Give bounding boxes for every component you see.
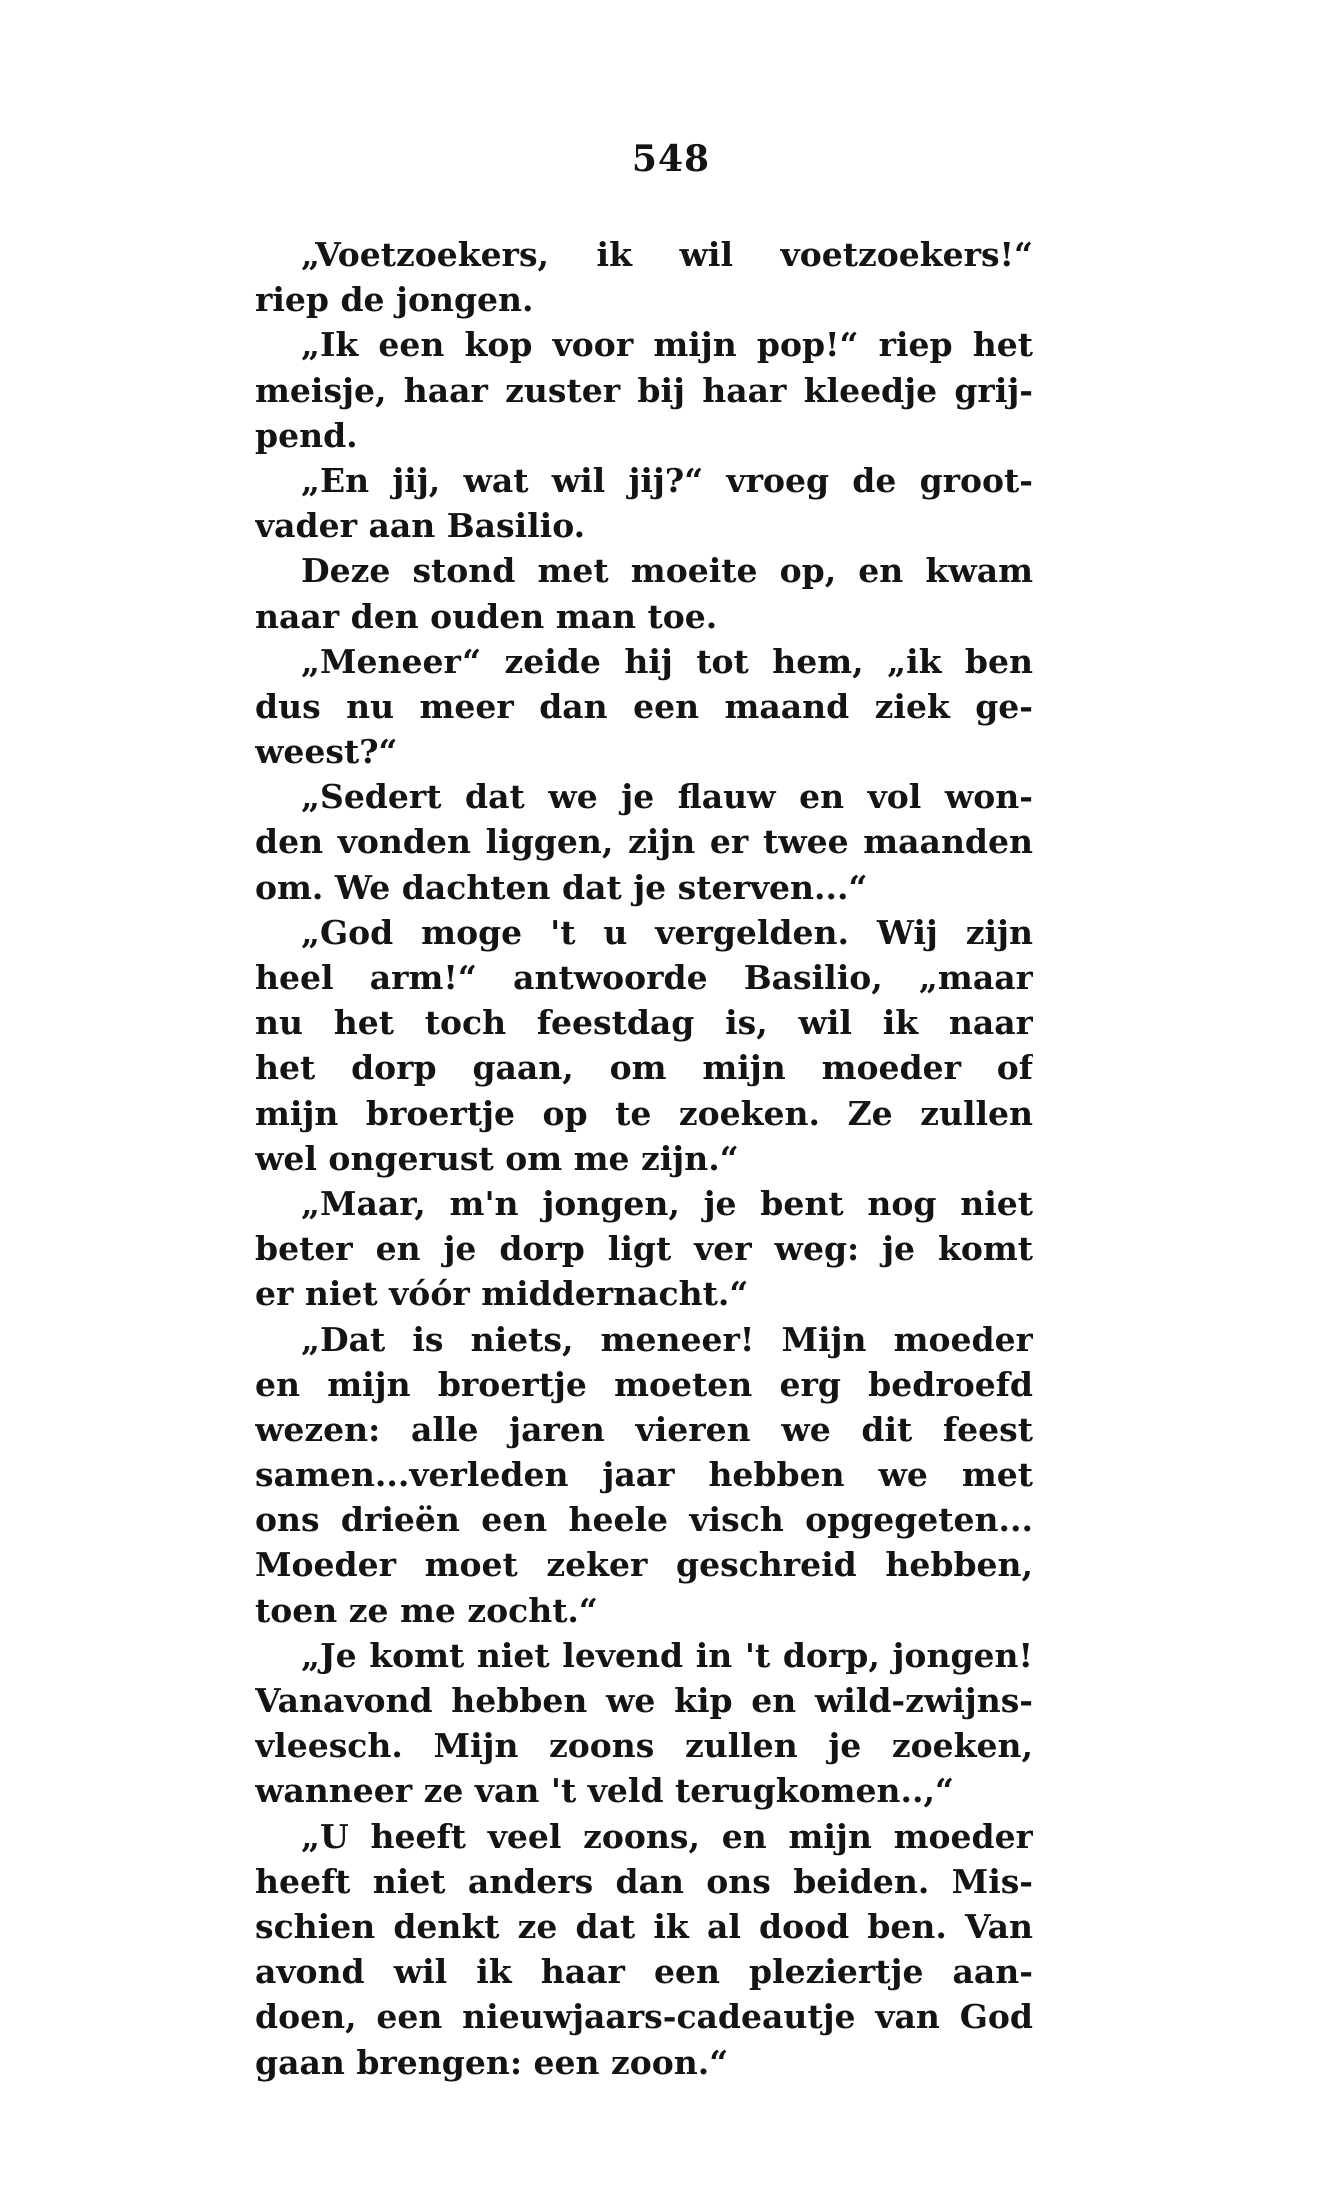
- text-line: gaan brengen: een zoon.“: [255, 2042, 729, 2082]
- text-line: „Je komt niet levend in 't dorp, jongen!: [301, 1635, 1033, 1675]
- text-line: wanneer ze van 't veld terugkomen..,“: [255, 1771, 954, 1811]
- text-line: mijn broertje op te zoeken. Ze zullen: [255, 1093, 1033, 1133]
- text-line: „U heeft veel zoons, en mijn moeder: [301, 1816, 1033, 1856]
- text-line: naar den ouden man toe.: [255, 596, 718, 636]
- text-line: Moeder moet zeker geschreid hebben,: [255, 1545, 1033, 1585]
- text-line: er niet vóór middernacht.“: [255, 1274, 749, 1314]
- text-line: heeft niet anders dan ons beiden. Mis-: [255, 1861, 1033, 1901]
- text-line: heel arm!“ antwoorde Basilio, „maar: [255, 958, 1033, 997]
- text-line: dus nu meer dan een maand ziek ge-: [255, 686, 1033, 726]
- text-line: en mijn broertje moeten erg bedroefd: [255, 1364, 1033, 1404]
- text-line: doen, een nieuwjaars-cadeautje van God: [255, 1997, 1033, 2037]
- page-number: 548: [631, 138, 711, 180]
- text-line: ons drieën een heele visch opgegeten...: [255, 1500, 1033, 1540]
- text-line: „Ik een kop voor mijn pop!“ riep het: [301, 325, 1033, 365]
- text-line: „Dat is niets, meneer! Mijn moeder: [301, 1319, 1033, 1359]
- text-line: „Maar, m'n jongen, je bent nog niet: [301, 1183, 1033, 1223]
- text-line: Vanavond hebben we kip en wild-zwijns-: [255, 1681, 1033, 1720]
- text-line: schien denkt ze dat ik al dood ben. Van: [255, 1906, 1033, 1946]
- text-line: weest?“: [255, 732, 398, 772]
- text-line: avond wil ik haar een pleziertje aan-: [255, 1952, 1033, 1992]
- text-line: pend.: [255, 415, 358, 455]
- text-line: den vonden liggen, zijn er twee maanden: [255, 822, 1033, 862]
- text-line: „En jij, wat wil jij?“ vroeg de groot-: [301, 460, 1033, 500]
- text-line: „God moge 't u vergelden. Wij zijn: [301, 912, 1033, 952]
- text-line: het dorp gaan, om mijn moeder of: [255, 1048, 1033, 1088]
- text-line: om. We dachten dat je sterven...“: [255, 867, 868, 907]
- text-line: beter en je dorp ligt ver weg: je komt: [255, 1229, 1033, 1269]
- text-line: „Meneer“ zeide hij tot hem, „ik ben: [301, 641, 1033, 681]
- text-line: vleesch. Mijn zoons zullen je zoeken,: [255, 1726, 1033, 1766]
- text-line: Deze stond met moeite op, en kwam: [301, 551, 1033, 591]
- text-line: meisje, haar zuster bij haar kleedje grij-: [255, 370, 1033, 410]
- text-line: riep de jongen.: [255, 280, 534, 320]
- text-line: wel ongerust om me zijn.“: [255, 1138, 739, 1178]
- text-line: vader aan Basilio.: [255, 506, 586, 546]
- text-line: „Voetzoekers, ik wil voetzoekers!“: [301, 235, 1033, 274]
- text-line: toen ze me zocht.“: [255, 1590, 598, 1630]
- text-line: wezen: alle jaren vieren we dit feest: [255, 1409, 1033, 1449]
- text-line: nu het toch feestdag is, wil ik naar: [255, 1003, 1033, 1043]
- text-line: „Sedert dat we je flauw en vol won-: [301, 777, 1033, 817]
- body-text: [255, 232, 1033, 2085]
- text-line: samen...verleden jaar hebben we met: [255, 1455, 1033, 1495]
